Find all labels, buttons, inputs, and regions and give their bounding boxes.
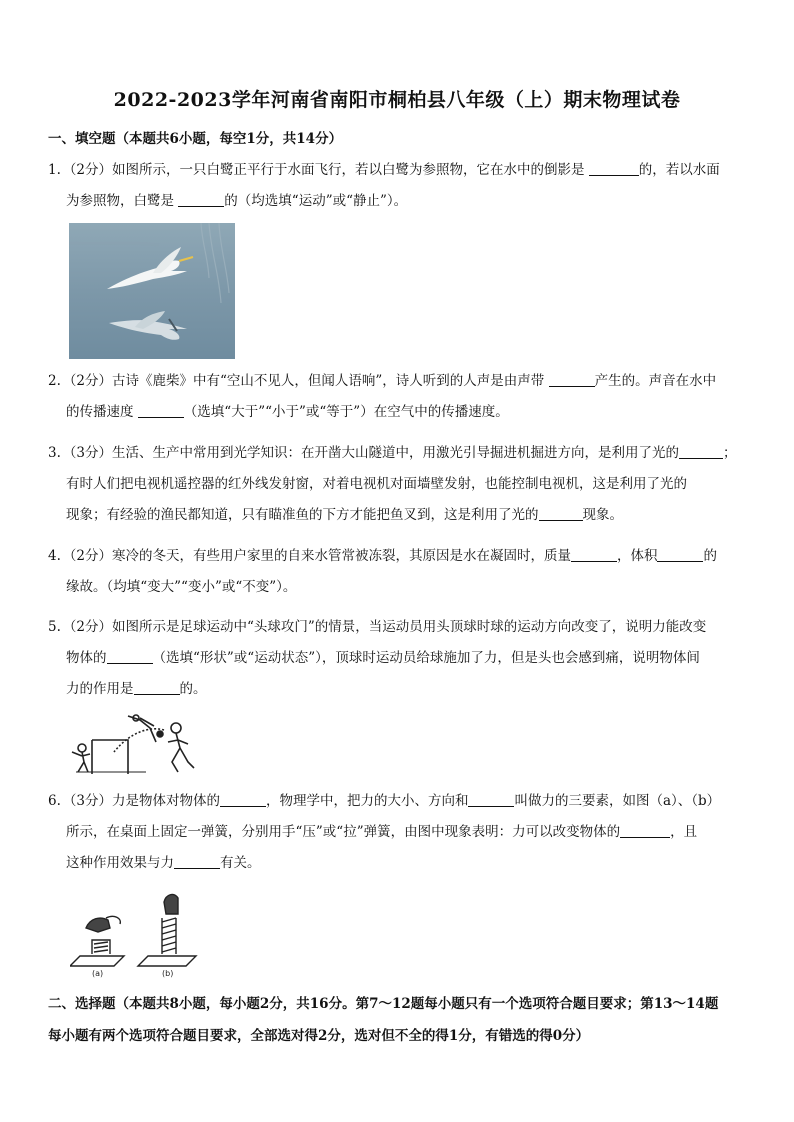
question-5: 5. （2分）如图所示是足球运动中“头球攻门”的情景，当运动员用头顶球时球的运动方向改变了，说明力能改变 物体的 （选填“形状”或“运动状态”），顶球时运动员给球施加了力，但是头也会感到痛，说明物体间 力的作用是 的。: [48, 619, 707, 697]
spring-figures: [70, 888, 210, 978]
question-6: 6. （3分）力是物体对物体的 ，物理学中，把力的大小、方向和 叫做力的三要素，如图（a）、（b） 所示，在桌面上固定一弹簧，分别用手“压”或“拉”弹簧，由图中现象表明：力可以改变物体的 ，且 这种作用效果与力 有关。: [48, 793, 721, 871]
question-1: 1. （2分）如图所示，一只白鹭正平行于水面飞行，若以白鹭为参照物，它在水中的倒影是 的，若以水面 为参照物，白鹭是 的（均选填“运动”或“静止”）。: [48, 162, 720, 209]
answer-blank[interactable]: [138, 402, 184, 418]
answer-blank[interactable]: [679, 443, 723, 459]
question-number: 4.: [48, 548, 61, 564]
figure-label-a: (a): [92, 969, 104, 978]
answer-blank[interactable]: [571, 546, 617, 562]
answer-blank[interactable]: [107, 648, 153, 664]
question-number: 2.: [48, 373, 61, 389]
answer-blank[interactable]: [178, 191, 224, 207]
answer-blank[interactable]: [468, 791, 514, 807]
question-4: 4. （2分）寒冷的冬天，有些用户家里的自来水管常被冻裂，其原因是水在凝固时，质量 ，体积 的 缘故。（均填“变大”“变小”或“不变”）。: [48, 548, 717, 595]
answer-blank[interactable]: [549, 371, 595, 387]
answer-blank[interactable]: [620, 822, 670, 838]
egret-photo: [69, 223, 235, 359]
section-1-heading: 一、填空题（本题共6小题，每空1分，共14分）: [48, 131, 343, 147]
question-score: （3分）: [62, 445, 112, 461]
answer-blank[interactable]: [657, 546, 703, 562]
answer-blank[interactable]: [539, 505, 583, 521]
answer-blank[interactable]: [220, 791, 266, 807]
question-score: （2分）: [62, 548, 112, 564]
question-score: （2分）: [62, 619, 112, 635]
question-score: （2分）: [62, 373, 112, 389]
figure-label-b: (b): [162, 969, 174, 978]
answer-blank[interactable]: [589, 160, 639, 176]
exam-title: 2022-2023学年河南省南阳市桐柏县八年级（上）期末物理试卷: [113, 89, 681, 111]
question-score: （2分）: [62, 162, 112, 178]
answer-blank[interactable]: [174, 853, 220, 869]
question-number: 6.: [48, 793, 61, 809]
question-score: （3分）: [62, 793, 112, 809]
question-number: 1.: [48, 162, 61, 178]
question-2: 2. （2分）古诗《鹿柴》中有“空山不见人，但闻人语响”，诗人听到的人声是由声带 产生的。声音在水中 的传播速度 （选填“大于”“小于”或“等于”）在空气中的传播速度。: [48, 373, 717, 420]
answer-blank[interactable]: [134, 679, 180, 695]
section-2-heading: 二、选择题（本题共8小题，每小题2分，共16分。第7～12题每小题只有一个选项符合题目要求；第13～14题 每小题有两个选项符合题目要求，全部选对得2分，选对但不全的得1分，有错选的得0分）: [48, 996, 719, 1044]
question-number: 5.: [48, 619, 61, 635]
question-number: 3.: [48, 445, 61, 461]
header-goal-drawing: [70, 712, 210, 780]
question-3: 3. （3分）生活、生产中常用到光学知识：在开凿大山隧道中，用激光引导掘进机掘进方向，是利用了光的 ； 有时人们把电视机遥控器的红外线发射窗，对着电视机对面墙壁发射，也能控制电视机，这是利用了光的 现象；有经验的渔民都知道，只有瞄准鱼的下方才能把鱼叉到，这是利用了光的 现象。: [48, 445, 737, 523]
